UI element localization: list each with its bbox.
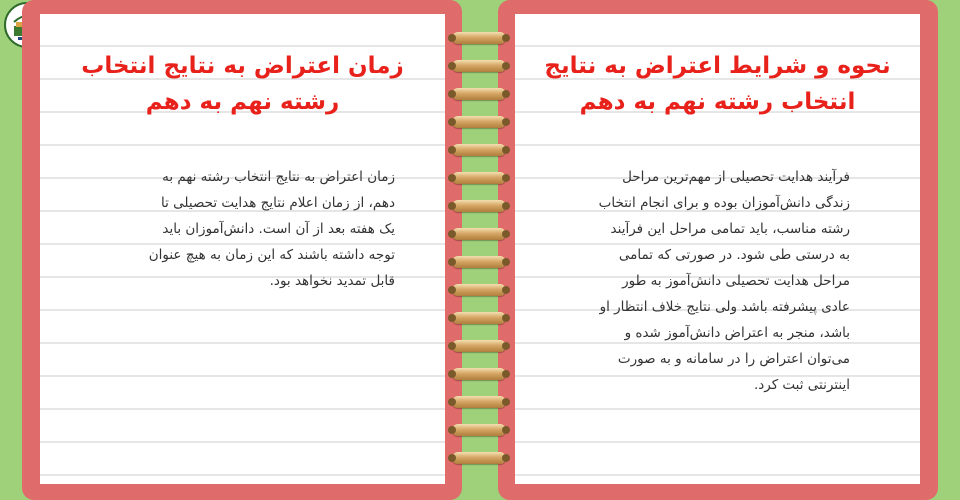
binding-ring-icon bbox=[452, 144, 506, 156]
right-body-line: به درستی طی شود. در صورتی که تمامی bbox=[618, 247, 850, 263]
right-cover bbox=[498, 0, 938, 500]
binding-ring-icon bbox=[452, 116, 506, 128]
right-body-line: مراحل هدایت تحصیلی دانش‌آموز به طور bbox=[622, 273, 850, 289]
left-cover bbox=[22, 0, 462, 500]
binding-ring-icon bbox=[452, 256, 506, 268]
binding-ring-icon bbox=[452, 284, 506, 296]
left-page-body bbox=[120, 164, 395, 294]
left-body-line: یک هفته بعد از آن است. دانش‌آموزان باید bbox=[162, 221, 395, 237]
notebook bbox=[22, 0, 938, 500]
right-title-line-1: نحوه و شرایط اعتراض به نتایج bbox=[544, 53, 891, 79]
right-body-line: اینترنتی ثبت کرد. bbox=[753, 377, 850, 393]
right-page-title bbox=[535, 48, 900, 120]
binding-ring-icon bbox=[452, 60, 506, 72]
right-body-line: باشد، منجر به اعتراض دانش‌آموز شده و bbox=[624, 325, 850, 341]
left-title-line-1: زمان اعتراض به نتایج انتخاب bbox=[81, 53, 404, 79]
left-body-line: قابل تمدید نخواهد بود. bbox=[269, 273, 395, 289]
right-body-line: فرآیند هدایت تحصیلی از مهم‌ترین مراحل bbox=[622, 169, 850, 185]
right-body-line: زندگی دانش‌آموزان بوده و برای انجام انتخاب bbox=[598, 195, 850, 211]
binding-ring-icon bbox=[452, 172, 506, 184]
left-page-title bbox=[60, 48, 425, 120]
binding-ring-icon bbox=[452, 312, 506, 324]
binding-ring-icon bbox=[452, 424, 506, 436]
right-body-line: رشته مناسب، باید تمامی مراحل این فرآیند bbox=[610, 221, 850, 237]
left-body-line: دهم، از زمان اعلام نتایج هدایت تحصیلی تا bbox=[160, 195, 395, 211]
right-page-body bbox=[570, 164, 850, 398]
right-title-line-2: انتخاب رشته نهم به دهم bbox=[579, 89, 856, 115]
left-title-line-2: رشته نهم به دهم bbox=[145, 89, 340, 115]
left-page bbox=[40, 14, 445, 484]
right-body-line: می‌توان اعتراض را در سامانه و به صورت bbox=[617, 351, 850, 367]
binding-ring-icon bbox=[452, 228, 506, 240]
left-body-line: توجه داشته باشند که این زمان به هیچ عنوان bbox=[148, 247, 395, 263]
right-body-line: عادی پیشرفته باشد ولی نتایج خلاف انتظار او bbox=[599, 299, 850, 315]
binding-ring-icon bbox=[452, 396, 506, 408]
binding-ring-icon bbox=[452, 368, 506, 380]
right-page bbox=[515, 14, 920, 484]
binding-ring-icon bbox=[452, 340, 506, 352]
binding-ring-icon bbox=[452, 88, 506, 100]
binding-ring-icon bbox=[452, 452, 506, 464]
spiral-binding bbox=[440, 22, 520, 492]
left-body-line: زمان اعتراض به نتایج انتخاب رشته نهم به bbox=[162, 169, 395, 185]
binding-ring-icon bbox=[452, 200, 506, 212]
binding-ring-icon bbox=[452, 32, 506, 44]
